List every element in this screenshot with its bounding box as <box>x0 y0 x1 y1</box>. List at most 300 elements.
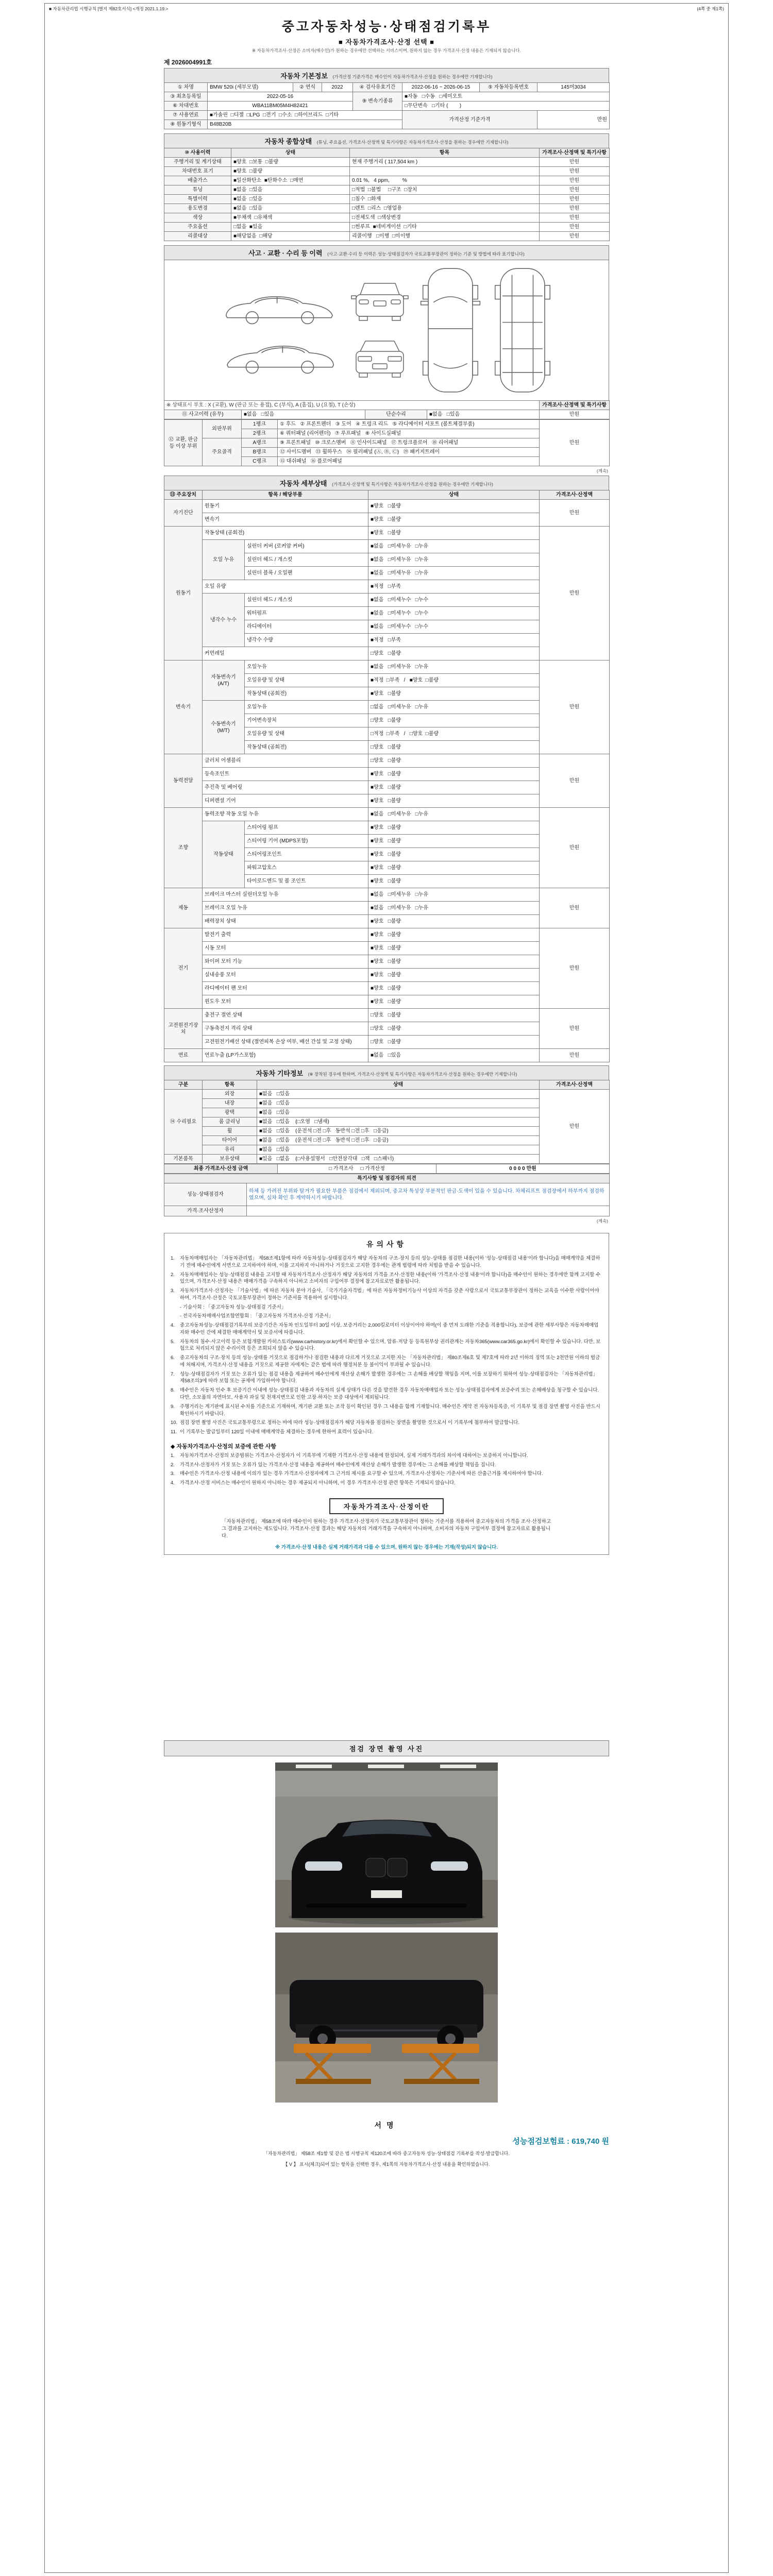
car-diagram-side-left[interactable] <box>218 283 342 328</box>
item-cell: 충전구 절연 상태 <box>203 1009 368 1022</box>
price-cell: 만원 <box>540 195 610 204</box>
device-group-cell: 고전원전기장치 <box>164 1009 203 1049</box>
notice-text: - 기술사회 : 「중고자동차 성능·상태점검 기준서」 <box>180 1304 287 1310</box>
notice-text: 자동차매매업자는 성능·상태점검 내용을 고지할 때 자동차가격조사·산정자가 해당 자동차의 가격을 조사·산정한 내용(이하 '가격조사·산정 내용'이라 합니다)을 매수인이 원하는 경우에만 함께 고지할 수 있으며, 가격조사·산정 내용은 매매가격을 구속하지 아니하고 소비자의 구입여부 결정에 참고자료로만 활용됩니다. <box>180 1272 601 1285</box>
notice-number: 3. <box>171 1288 175 1294</box>
price-cell: 만원 <box>540 410 610 419</box>
item-cell: 작동상태 (공회전) <box>203 527 368 540</box>
state-checkboxes[interactable]: ■없음 □있음 (운전석 □전 □후 동반석 □전 □후 □응급) <box>257 1136 540 1145</box>
opinion-title: 특기사항 및 점검자의 의견 <box>164 1174 610 1183</box>
state-checkboxes[interactable]: ■없음 □미세누유 □누유 <box>368 808 540 821</box>
definition-box <box>222 1498 551 1550</box>
state-checkboxes[interactable]: ■없음 □미세누유 □누유 <box>368 553 540 567</box>
state-checkboxes[interactable]: □없음 ■있음 <box>231 223 350 232</box>
table-row <box>164 527 610 540</box>
item-cell: 실린더 블록 / 오일팬 <box>245 567 368 580</box>
state-checkboxes[interactable]: ■양호 □불량 <box>368 687 540 701</box>
price-cell: 만원 <box>540 527 610 660</box>
notice-item <box>171 1403 602 1418</box>
section-etc-header <box>164 1065 609 1080</box>
state-checkboxes[interactable]: □양호 □불량 <box>368 714 540 727</box>
subgroup-cell: 자동변속기 (A/T) <box>203 660 245 701</box>
table-row <box>164 83 610 92</box>
document-subtitle: ■ 자동차가격조사·산정 선택 ■ <box>338 38 434 46</box>
table-row <box>164 808 610 821</box>
state-checkboxes[interactable]: □양호 □불량 <box>368 754 540 768</box>
row-label: 리콜대상 <box>164 232 231 241</box>
photo-section-header: 점검 장면 촬영 사진 <box>164 1740 609 1756</box>
notices-list <box>171 1255 602 1436</box>
item-cell: 등속조인트 <box>203 768 368 781</box>
table-row <box>164 410 610 419</box>
notice-number: 6. <box>171 1355 175 1361</box>
notice-item <box>171 1272 602 1286</box>
state-checkboxes[interactable]: ■양호 □불량 <box>368 942 540 955</box>
notice-item <box>171 1322 602 1336</box>
warranty-item <box>171 1452 602 1460</box>
state-checkboxes[interactable]: ■양호 □불량 <box>368 835 540 848</box>
item-cell: 발전기 출력 <box>203 928 368 942</box>
inspection-photos <box>164 1756 609 2103</box>
state-checkboxes[interactable]: ■없음 □미세누유 □누유 <box>368 567 540 580</box>
price-cell: 만원 <box>540 500 610 527</box>
rank-items[interactable]: ⑨ 프론트패널 ⑩ 크로스멤버 ⑪ 인사이드패널 ⑰ 트렁크플로어 ⑱ 리어패널 <box>278 438 540 448</box>
item-cell: 파워고압호스 <box>245 861 368 875</box>
document-title: 중고자동차성능·상태점검기록부 <box>281 20 492 34</box>
item-cell: 원동기 <box>203 500 368 513</box>
field-label: ④ 검사유효기간 <box>353 83 402 92</box>
simple-repair-checkboxes[interactable]: ■없음 □있음 <box>427 410 540 419</box>
item-cell: 실린더 커버 (로커암 커버) <box>245 540 368 553</box>
title-block <box>164 16 609 54</box>
notice-item <box>171 1419 602 1427</box>
warranty-text: 자동차가격조사·산정의 보증범위는 가격조사·산정자가 이 기록부에 기재한 가격조사·산정 내용에 한정되며, 실제 거래가격과의 차이에 대하여는 보증하지 아니합니다. <box>180 1452 528 1459</box>
state-checkboxes[interactable]: ■없음 □있음 <box>368 1049 540 1062</box>
state-checkboxes[interactable]: ■양호 □보통 □불량 <box>231 158 350 167</box>
notice-number: 4. <box>171 1323 175 1329</box>
price-cell: 만원 <box>540 888 610 928</box>
field-label: ⑥ 차대번호 <box>164 101 208 111</box>
table-row <box>164 660 610 674</box>
item-cell: 윈도우 모터 <box>203 995 368 1009</box>
row-label: 용도변경 <box>164 204 231 213</box>
field-label: ⑨ 변속기종류 <box>353 92 402 111</box>
item-cell: 내장 <box>203 1099 257 1108</box>
appraiser-role-label: 가격·조사산정자 <box>164 1206 247 1216</box>
table-row <box>164 928 610 942</box>
item-cell: 브레이크 마스터 실린더오일 누유 <box>203 888 368 902</box>
subgroup-cell: 오일 누유 <box>203 540 245 580</box>
item-cell: 구동축전지 격리 상태 <box>203 1022 368 1036</box>
table-row <box>164 176 610 185</box>
repair-section-label: ⑭ 수리필요 <box>164 1090 203 1155</box>
state-checkboxes[interactable]: ■없음 □있음 (□오염 □냄새) <box>257 1117 540 1127</box>
table-row <box>164 420 610 429</box>
item-cell: 실린더 헤드 / 개스킷 <box>245 553 368 567</box>
final-price-label: 최종 가격조사·산정 금액 <box>164 1164 278 1174</box>
item-cell: 변속기 <box>203 513 368 527</box>
rank-items[interactable]: ① 후드 ② 프론트펜더 ③ 도어 ④ 트렁크 리드 ⑤ 라디에이터 서포트 (볼트체결부품) <box>278 420 540 429</box>
notice-item <box>171 1338 602 1353</box>
signature-section <box>164 2120 609 2168</box>
subgroup-cell: 수동변속기 (M/T) <box>203 701 245 754</box>
warranty-number: 3. <box>171 1471 175 1477</box>
state-checkboxes[interactable]: ■없음 □미세누수 □누수 <box>368 607 540 620</box>
item-cell: 외장 <box>203 1090 257 1099</box>
device-group-cell: 연료 <box>164 1049 203 1062</box>
state-checkboxes[interactable]: ■양호 □불량 <box>368 794 540 808</box>
page-number-marker: (4쪽 중 제1쪽) <box>697 6 724 11</box>
table-row <box>164 1090 610 1099</box>
section-accident-title: 사고 · 교환 · 수리 등 이력 <box>248 249 323 257</box>
state-checkboxes[interactable]: ■양호 □불량 <box>368 848 540 861</box>
item-cell: 타이어 <box>203 1136 257 1145</box>
state-checkboxes[interactable]: ■양호 □불량 <box>368 915 540 928</box>
inspector-remark: 하체 등 가려진 부위와 탈거가 필요한 부품은 점검에서 제외되며, 중고차 특성상 부분적인 판금·도색이 있을 수 있습니다. 차체리프트 점검장에서 하부까지 점검하였으며, 실차 확인 후 계약하시기 바랍니다. <box>247 1183 610 1206</box>
col-device: ⑬ 주요장치 <box>164 490 203 500</box>
table-row <box>164 223 610 232</box>
car-diagram-front[interactable] <box>349 276 411 328</box>
table-row <box>164 1174 610 1183</box>
document-number: 제 2026004991호 <box>164 59 212 66</box>
price-cell: 만원 <box>540 660 610 754</box>
state-checkboxes[interactable]: □적정 □부족 / □양호 □불량 <box>368 727 540 741</box>
state-checkboxes[interactable]: ■양호 □불량 <box>368 969 540 982</box>
state-checkboxes[interactable]: ■양호 □불량 <box>368 768 540 781</box>
notice-text: 자동차의 침수·사고이력 등은 보험개발원 카히스토리(www.carhistory.or.kr)에서 확인할 수 있으며, 압류·저당 등 등록원부상 권리관계는 자동차365(www.car365.go.kr)에서 확인할 수 있습니다. 다만, 보험으로 처리되지 않은 수리이력 등은 조회되지 않을 수 있습니다. <box>180 1338 601 1352</box>
continue-marker: (계속) <box>596 468 608 473</box>
panel-group-label: 외판부위 <box>203 420 242 438</box>
section-accident-header <box>164 245 609 260</box>
state-checkboxes[interactable]: ■양호 □불량 <box>368 781 540 794</box>
state-checkboxes[interactable]: ■적정 □부족 <box>368 580 540 594</box>
warranty-text: 가격조사·산정 서비스는 매수인이 원하지 아니하는 경우 제공되지 아니하며, 이 경우 가격조사·산정 관련 항목은 기재되지 않습니다. <box>180 1480 456 1486</box>
price-cell: 만원 <box>540 232 610 241</box>
table-row <box>164 92 610 101</box>
device-group-cell: 제동 <box>164 888 203 928</box>
state-checkboxes[interactable]: ■양호 □불량 <box>368 982 540 995</box>
table-row <box>164 213 610 223</box>
notice-number: 11. <box>171 1429 177 1435</box>
state-checkboxes[interactable]: ■없음 □미세누수 □누수 <box>368 594 540 607</box>
state-checkboxes[interactable]: ■무채색 □유채색 <box>231 213 350 223</box>
section-accident-note: (사고·교환·수리 등 이력은 성능·상태점검자가 국토교통부장관이 정하는 기준 및 방법에 따라 표기합니다) <box>327 251 525 257</box>
table-header-row <box>164 148 610 158</box>
item-cell: 기어변속장치 <box>245 714 368 727</box>
warranty-item <box>171 1470 602 1478</box>
state-checkboxes[interactable]: ■없음 □있음 <box>231 185 350 195</box>
section-basic-note: (가격산정 기준가격은 매수인이 자동차가격조사·산정을 원하는 경우에만 기재합니다) <box>332 74 493 79</box>
item-cell: 고전원전기배선 상태 (절연피복 손상 여부, 배선 간섭 및 고정 상태) <box>203 1036 368 1049</box>
notice-text: 매수인은 자동차 인수 후 보증기간 이내에 성능·상태점검 내용과 자동차의 실제 상태가 다른 것을 발견한 경우 자동차매매업자 또는 성능·상태점검자에게 보증수리 또는 손해배상을 청구할 수 있습니다. 다만, 소모품의 자연마모, 사용자 과실 및 천재지변으로 인한 고장·하자는 보증 대상에서 제외됩니다. <box>180 1387 599 1401</box>
basic-info-table <box>164 82 610 129</box>
issue-statement: 「자동차관리법」 제58조 제1항 및 같은 법 시행규칙 제120조에 따라 중고자동차 성능·상태점검 기록부를 작성·발급합니다. <box>263 2150 510 2156</box>
car-diagram-rear[interactable] <box>349 333 411 384</box>
insurance-fee: 성능점검보험료 : 619,740 원 <box>512 2137 609 2146</box>
section-detail-title: 자동차 세부상태 <box>279 480 327 487</box>
item-cell: 클러치 어셈블리 <box>203 754 368 768</box>
notice-text: 자동차가격조사·산정자는 「기술사법」에 따른 자동차 분야 기술사, 「국가기술자격법」에 따른 자동차정비기능사 이상의 자격을 갖춘 사람으로서 국토교통부장관이 정하는 교육을 이수한 사람이어야 하며, 가격조사·산정은 국토교통부장관이 정하는 기준서를 적용하여 실시합니다. <box>180 1288 599 1301</box>
notices-title: 유의사항 <box>366 1240 407 1248</box>
price-cell: 만원 <box>540 158 610 167</box>
state-checkboxes[interactable]: ■없음 □있음 (운전석 □전 □후 동반석 □전 □후 □응급) <box>257 1127 540 1136</box>
item-cell: 룸 클리닝 <box>203 1117 257 1127</box>
item-cell: 보유상태 <box>203 1155 257 1164</box>
rank-label: B랭크 <box>242 448 278 457</box>
notice-text: 주행거리는 계기판에 표시된 수치를 기준으로 기재하며, 계기판 교환 또는 조작 등이 확인된 경우 그 내용을 함께 기재합니다. 매수인은 계약 전 자동차등록증, 이 기록부 및 점검 장면 촬영 사진을 반드시 확인하시기 바랍니다. <box>180 1403 600 1417</box>
item-cell: 오일 유량 <box>203 580 368 594</box>
form-reference: ■ 자동차관리법 시행규칙 [별지 제82호서식] <개정 2021.1.19.> <box>49 6 169 11</box>
overall-condition-table <box>164 148 610 241</box>
accident-history-checkboxes[interactable]: ■없음 □있음 <box>242 410 365 419</box>
item-cell: 라디에이터 팬 모터 <box>203 982 368 995</box>
item-cell: 휠 <box>203 1127 257 1136</box>
state-checkboxes[interactable]: ■없음 □있음 <box>257 1108 540 1117</box>
row-extra[interactable]: 리콜이행 □이행 □미이행 <box>350 232 540 241</box>
field-label: ⑦ 사용연료 <box>164 111 208 120</box>
state-checkboxes[interactable]: ■없음 □미세누유 □누유 <box>368 888 540 902</box>
row-extra[interactable]: □침수 □화재 <box>350 195 540 204</box>
item-cell: 브레이크 오일 누유 <box>203 902 368 915</box>
item-cell: 동력조향 작동 오일 누유 <box>203 808 368 821</box>
appraiser-remark <box>247 1206 610 1216</box>
price-cell: 만원 <box>540 420 610 466</box>
state-checkboxes[interactable]: ■없음 □미세누수 □누수 <box>368 620 540 634</box>
row-extra[interactable]: □썬루프 ■네비게이션 □기타 <box>350 223 540 232</box>
row-label: 배출가스 <box>164 176 231 185</box>
table-row <box>164 754 610 768</box>
field-label: ② 연식 <box>293 83 322 92</box>
notice-item <box>171 1304 602 1311</box>
item-cell: 배력장치 상태 <box>203 915 368 928</box>
state-checkboxes[interactable]: ■해당없음 □해당 <box>231 232 350 241</box>
row-extra[interactable]: □전체도색 □색상변경 <box>350 213 540 223</box>
state-checkboxes[interactable]: ■양호 □불량 <box>368 928 540 942</box>
transmission-checkbox-group-2[interactable]: □무단변속 □기타 ( ) <box>402 101 610 111</box>
row-label: 차대번호 표기 <box>164 167 231 176</box>
notice-text: 자동차매매업자는 「자동차관리법」 제58조제1항에 따라 자동차성능·상태점검자가 해당 자동차의 구조·장치 등의 성능·상태를 점검한 내용(이하 '성능·상태점검 내용'이라 합니다)을 매매계약을 체결하기 전에 매수인에게 서면으로 고지하여야 하며, 이를 고지하지 아니하거나 거짓으로 고지한 경우에는 관계 법령에 따라 처벌을 받을 수 있습니다. <box>180 1256 600 1268</box>
col-item: 항목 <box>203 1080 257 1090</box>
notice-item <box>171 1354 602 1369</box>
rank-items[interactable]: ⑮ 대쉬패널 ⑯ 플로어패널 <box>278 457 540 466</box>
item-cell: 작동상태 (공회전) <box>245 687 368 701</box>
transmission-checkbox-group[interactable]: ■자동 □수동 □세미오토 <box>402 92 610 101</box>
continue-marker: (계속) <box>596 1218 608 1224</box>
table-row <box>164 1009 610 1022</box>
table-header-row <box>164 1080 610 1090</box>
state-checkboxes[interactable]: □양호 □불량 <box>368 647 540 660</box>
item-cell: 광택 <box>203 1108 257 1117</box>
warranty-number: 1. <box>171 1452 175 1459</box>
item-cell: 오일누유 <box>245 701 368 714</box>
notice-item <box>171 1429 602 1436</box>
warranty-number: 2. <box>171 1462 175 1468</box>
rank-label: 1랭크 <box>242 420 278 429</box>
device-group-cell: 변속기 <box>164 660 203 754</box>
model-year-value: 2022 <box>322 83 353 92</box>
item-cell: 오일유량 및 상태 <box>245 674 368 687</box>
state-checkboxes[interactable]: ■일산화탄소 ■탄화수소 □매연 <box>231 176 350 185</box>
col-price: 가격조사·산정액 <box>540 490 610 500</box>
row-extra[interactable]: □적법 □불법 □구조 □장치 <box>350 185 540 195</box>
car-diagram-side-right[interactable] <box>218 333 342 377</box>
state-checkboxes[interactable]: □양호 □불량 <box>368 1009 540 1022</box>
exchange-rank-table <box>164 419 610 466</box>
table-row <box>164 401 610 410</box>
row-label: 주행거리 및 계기상태 <box>164 158 231 167</box>
col-group: 구분 <box>164 1080 203 1090</box>
registration-number-value: 145머3034 <box>537 83 610 92</box>
simple-repair-label: 단순수리 <box>365 410 427 419</box>
row-label: 튜닝 <box>164 185 231 195</box>
device-group-cell: 동력전달 <box>164 754 203 808</box>
device-group-cell: 조향 <box>164 808 203 888</box>
warranty-title: ◆ 자동차가격조사·산정의 보증에 관한 사항 <box>171 1443 276 1450</box>
price-cell: 만원 <box>540 1049 610 1062</box>
price-cell: 만원 <box>540 1090 610 1164</box>
state-checkboxes[interactable]: ■양호 □불량 <box>368 500 540 513</box>
col-item: 항목 / 해당부품 <box>203 490 368 500</box>
item-cell: 실내송풍 모터 <box>203 969 368 982</box>
state-checkboxes[interactable]: ■있음 □없음 (□사용설명서 □안전삼각대 □잭 □스패너) <box>257 1155 540 1164</box>
state-checkboxes[interactable]: ■없음 □미세누유 □누유 <box>368 540 540 553</box>
warranty-text: 가격조사·산정자가 거짓 또는 오류가 있는 가격조사·산정 내용을 제공하여 매수인에게 재산상 손해가 발생한 경우에는 그 손해를 배상할 책임을 집니다. <box>180 1462 496 1468</box>
notice-text: 점검 장면 촬영 사진은 국토교통부령으로 정하는 바에 따라 성능·상태점검자가 해당 자동차를 점검하는 장면을 촬영한 것으로서 이 기록부에 첨부하여 발급합니다. <box>180 1420 519 1426</box>
warranty-item <box>171 1480 602 1487</box>
state-checkboxes[interactable]: ■양호 □불량 <box>368 955 540 969</box>
car-damage-diagrams <box>164 260 609 400</box>
rank-items[interactable]: ⑫ 사이드멤버 ⑬ 휠하우스 ⑭ 필러패널 (Ⓐ, Ⓑ, Ⓒ) ⑲ 패키지트레이 <box>278 448 540 457</box>
item-cell: 스티어링 기어 (MDPS포함) <box>245 835 368 848</box>
row-extra[interactable]: 0.01 %, 4 ppm, % <box>350 176 540 185</box>
state-checkboxes[interactable]: ■없음 □있음 <box>231 204 350 213</box>
rank-items[interactable]: ⑥ 쿼터패널 (리어펜더) ⑦ 루프패널 ⑧ 사이드실패널 <box>278 429 540 438</box>
state-checkboxes[interactable]: ■양호 □불량 <box>368 821 540 835</box>
col-state: 상태 <box>231 148 350 158</box>
table-row <box>164 1164 610 1174</box>
price-cell: 만원 <box>540 808 610 888</box>
subgroup-cell: 냉각수 누수 <box>203 594 245 647</box>
price-cell: 만원 <box>540 176 610 185</box>
signature-label: 서명 <box>374 2121 399 2129</box>
device-group-cell: 자기진단 <box>164 500 203 527</box>
inspection-valid-value: 2022-06-16 ~ 2026-06-15 <box>402 83 480 92</box>
inspection-photo-underbody-lift <box>275 1933 498 2103</box>
notice-item <box>171 1255 602 1269</box>
warranty-list <box>171 1452 602 1487</box>
price-cell: 만원 <box>540 754 610 808</box>
section-basic-title: 자동차 기본정보 <box>280 72 328 80</box>
section-overall-header <box>164 133 609 148</box>
state-checkboxes[interactable]: ■적정 □부족 <box>368 634 540 647</box>
notice-number: 9. <box>171 1403 175 1410</box>
notice-number: 5. <box>171 1338 175 1345</box>
state-checkboxes[interactable]: □없음 □미세누유 □누유 <box>368 701 540 714</box>
accident-history-table <box>164 400 610 419</box>
diagram-side-views <box>218 283 342 377</box>
base-price-value: 만원 <box>537 111 610 129</box>
item-cell: 커먼레일 <box>203 647 368 660</box>
table-row <box>164 888 610 902</box>
col-price: 가격조사·산정액 및 특기사항 <box>540 401 610 410</box>
inspection-photo-front <box>275 1762 498 1927</box>
notice-number: 2. <box>171 1272 175 1278</box>
warranty-item <box>171 1462 602 1469</box>
state-checkboxes[interactable]: ■적정 □부족 / ■양호 □불량 <box>368 674 540 687</box>
detail-condition-table <box>164 490 610 1062</box>
row-extra[interactable]: 현재 주행거리 ( 117,504 km ) <box>350 158 540 167</box>
item-cell: 실린더 헤드 / 개스킷 <box>245 594 368 607</box>
table-row <box>164 185 610 195</box>
state-checkboxes[interactable]: ■없음 □있음 <box>257 1145 540 1155</box>
base-price-label: 가격산정 기준가격 <box>402 111 537 129</box>
car-diagram-underbody-frame[interactable] <box>490 264 555 396</box>
item-cell: 스티어링조인트 <box>245 848 368 861</box>
state-checkboxes[interactable]: ■양호 □불량 <box>368 875 540 888</box>
device-group-cell: 전기 <box>164 928 203 1009</box>
row-label: 색상 <box>164 213 231 223</box>
row-label: 특별이력 <box>164 195 231 204</box>
subgroup-cell: 작동상태 <box>203 821 245 888</box>
price-cell: 만원 <box>540 928 610 1009</box>
field-label: ⑧ 원동기형식 <box>164 120 208 129</box>
definition-note: ※ 가격조사·산정 내용은 실제 거래가격과 다를 수 있으며, 원하지 않는 경우에는 기재(작성)되지 않습니다. <box>275 1544 498 1550</box>
state-checkboxes[interactable]: ■양호 □불량 <box>231 167 350 176</box>
section-overall-note: (튜닝, 주요옵션, 가격조사·산정액 및 특기사항은 자동차가격조사·산정을 원하는 경우에만 기재합니다) <box>316 140 509 145</box>
car-name-value: BMW 520i (세부모델) <box>208 83 293 92</box>
state-checkboxes[interactable]: □양호 □불량 <box>368 741 540 754</box>
section-etc-note: (※ 장착된 경우에 한하며, 가격조사·산정액 및 특기사항은 자동차가격조사·산정을 원하는 경우에만 기재합니다) <box>308 1072 517 1077</box>
notice-number: 8. <box>171 1387 175 1394</box>
state-checkboxes[interactable]: ■없음 □미세누유 □누유 <box>368 660 540 674</box>
etc-info-table <box>164 1080 610 1164</box>
state-checkboxes[interactable]: ■없음 □있음 <box>231 195 350 204</box>
table-row <box>164 500 610 513</box>
item-cell: 스티어링 펌프 <box>245 821 368 835</box>
device-group-cell: 원동기 <box>164 527 203 660</box>
item-cell: 타이로드엔드 및 볼 조인트 <box>245 875 368 888</box>
state-checkboxes[interactable]: □양호 □불량 <box>368 1036 540 1049</box>
state-checkboxes[interactable]: ■양호 □불량 <box>368 861 540 875</box>
fuel-checkbox-group[interactable]: ■가솔린 □디젤 □LPG □전기 □수소 □하이브리드 □기타 <box>208 111 402 120</box>
panel-group-label: 주요골격 <box>203 438 242 466</box>
state-checkboxes[interactable]: ■없음 □있음 <box>257 1099 540 1108</box>
notice-item <box>171 1387 602 1401</box>
page-gap <box>164 1555 609 1740</box>
row-extra[interactable]: □렌트 □리스 □영업용 <box>350 204 540 213</box>
price-cell: 만원 <box>540 223 610 232</box>
state-checkboxes[interactable]: ■양호 □불량 <box>368 527 540 540</box>
warranty-number: 4. <box>171 1480 175 1486</box>
state-checkboxes[interactable]: ■없음 □미세누유 □누유 <box>368 902 540 915</box>
col-state: 상태 <box>257 1080 540 1090</box>
state-checkboxes[interactable]: ■양호 □불량 <box>368 513 540 527</box>
state-checkboxes[interactable]: ■없음 □있음 <box>257 1090 540 1099</box>
final-price-amount: 0 0 0 0 만원 <box>436 1164 610 1174</box>
state-checkboxes[interactable]: ■양호 □불량 <box>368 995 540 1009</box>
final-price-checkboxes[interactable]: □ 가격조사 □ 가격산정 <box>278 1164 436 1174</box>
notice-item <box>171 1313 602 1320</box>
row-extra[interactable] <box>350 167 540 176</box>
col-item: 항목 <box>350 148 540 158</box>
notice-text: 중고자동차의 구조·장치 등의 성능·상태를 거짓으로 점검하거나 점검한 내용과 다르게 거짓으로 고지한 자는 「자동차관리법」 제80조제6호 및 제7호에 따라 2년 이하의 징역 또는 2천만원 이하의 벌금에 처해지며, 가격조사·산정 내용을 거짓으로 제공한 자에게는 같은 법에 따라 행정처분 등 불이익이 부과될 수 있습니다. <box>180 1355 600 1368</box>
rank-label: A랭크 <box>242 438 278 448</box>
state-checkboxes[interactable]: □양호 □불량 <box>368 1022 540 1036</box>
car-diagram-top-body[interactable] <box>418 264 483 396</box>
definition-body: 「자동차관리법」 제58조에 따라 매수인이 원하는 경우 가격조사·산정자가 국토교통부장관이 정하는 기준서를 적용하여 중고자동차의 가격을 조사·산정하고 그 결과를 고지하는 제도입니다. 가격조사·산정 결과는 해당 자동차의 거래가격을 구속하지 아니하며, 소비자의 자동차 구입여부 결정에 참고자료로 활용됩니다. <box>222 1518 551 1539</box>
section-basic-info-header <box>164 68 609 82</box>
item-cell: 유리 <box>203 1145 257 1155</box>
